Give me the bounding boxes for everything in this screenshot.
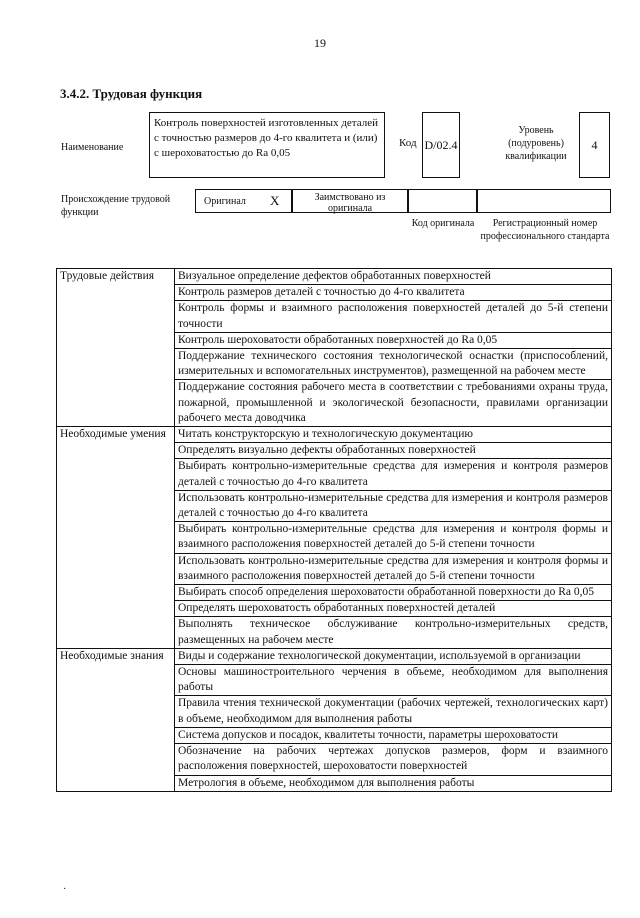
table-cell: Использовать контрольно-измерительные средства для измерения и контроля размеров деталей с точностью до 4-го квалитета [175,490,612,521]
qualification-level-box: 4 [579,112,610,178]
table-cell: Выбирать способ определения шероховатости обработанной поверхности до Ra 0,05 [175,585,612,601]
table-cell: Выполнять техническое обслуживание контрольно-измерительных средств, размещенных на рабочем месте [175,617,612,648]
code-label: Код [399,137,417,149]
table-cell: Определять визуально дефекты обработанных поверхностей [175,443,612,459]
function-name-box: Контроль поверхностей изготовленных деталей с точностью размеров до 4-го квалитета и (или) с шероховатостью до Ra 0,05 [149,112,385,178]
original-code-cell [408,189,477,213]
table-cell: Определять шероховатость обработанных поверхностей деталей [175,601,612,617]
category-required-skills: Необходимые умения [57,427,175,649]
table-cell: Контроль размеров деталей с точностью до 4-го квалитета [175,285,612,301]
qualification-level-label: Уровень (подуровень) квалификации [505,125,567,162]
original-code-caption: Код оригинала [411,218,475,229]
scan-dot: · [63,884,67,895]
table-row [57,648,612,664]
name-label: Наименование [61,142,124,153]
origin-label: Происхождение трудовой функции [61,194,171,218]
borrowed-label: Заимствовано из оригинала [314,192,386,214]
table-cell: Метрология в объеме, необходимом для выполнения работы [175,775,612,791]
table-cell: Поддержание технического состояния технологической оснастки (приспособлений, измерительных и вспомогательных инструментов), размещенной на рабочем месте [175,349,612,380]
page-number: 19 [314,36,326,50]
section-title: 3.4.2. Трудовая функция [60,86,203,101]
original-label: Оригинал [204,196,246,207]
category-labor-actions: Трудовые действия [57,269,175,427]
table-cell: Обозначение на рабочих чертежах допусков размеров, форм и взаимного расположения поверхностей, шероховатости поверхностей [175,744,612,775]
table-cell: Читать конструкторскую и технологическую документацию [175,427,612,443]
table-cell: Поддержание состояния рабочего места в соответствии с требованиями охраны труда, пожарной, промышленной и экологической безопасности, правилами организации рабочего места доводчика [175,380,612,427]
table-cell: Выбирать контрольно-измерительные средства для измерения и контроля размеров деталей с точностью до 4-го квалитета [175,459,612,490]
category-required-knowledge: Необходимые знания [57,648,175,791]
table-cell: Визуальное определение дефектов обработанных поверхностей [175,269,612,285]
table-cell: Система допусков и посадок, квалитеты точности, параметры шероховатости [175,727,612,743]
table-cell: Правила чтения технической документации (рабочих чертежей, технологических карт) в объеме, необходимом для выполнения работы [175,696,612,727]
original-mark: X [270,193,280,208]
registration-number-caption: Регистрационный номер профессионального стандарта [480,218,610,242]
table-cell: Выбирать контрольно-измерительные средства для измерения и контроля формы и взаимного расположения поверхностей деталей до 5-й степени точности [175,522,612,553]
table-row [57,427,612,443]
table-cell: Контроль шероховатости обработанных поверхностей до Ra 0,05 [175,332,612,348]
table-row [57,269,612,285]
table-cell: Основы машиностроительного черчения в объеме, необходимом для выполнения работы [175,665,612,696]
code-value-box: D/02.4 [422,112,460,178]
registration-number-cell [477,189,611,213]
table-cell: Использовать контрольно-измерительные средства для измерения и контроля формы и взаимного расположения поверхностей деталей до 5-й степени точности [175,553,612,584]
table-cell: Виды и содержание технологической документации, используемой в организации [175,648,612,664]
function-details-table [56,268,612,792]
table-cell: Контроль формы и взаимного расположения поверхностей деталей до 5-й степени точности [175,301,612,332]
